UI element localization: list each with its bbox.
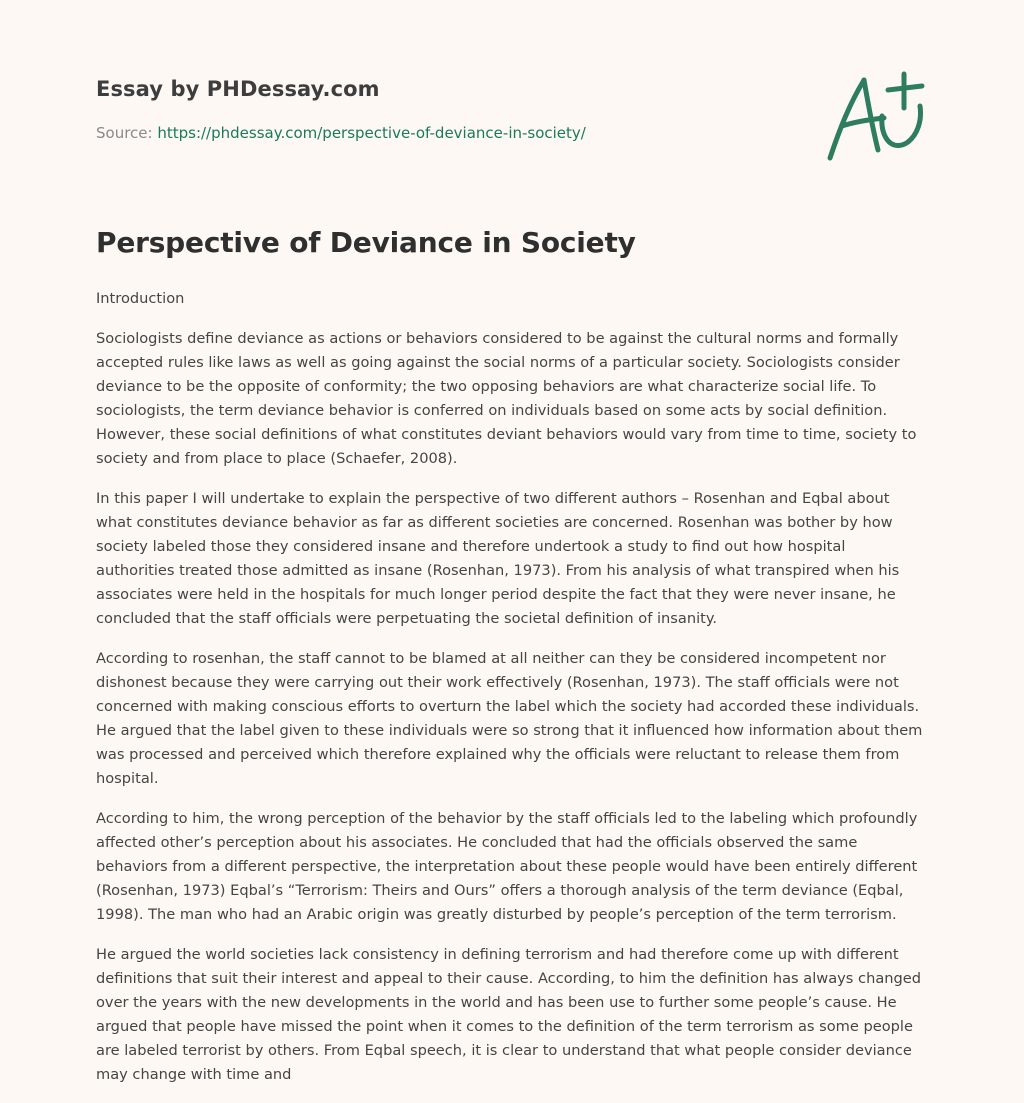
essay-body <box>96 287 926 1103</box>
essay-paragraph: According to rosenhan, the staff cannot to be blamed at all neither can they be considered incompetent nor dishonest because they were carrying out their work effectively (Rosenhan, 1973). The staff officials were not concerned with making conscious efforts to overturn the label which the society had accorded these individuals. He argued that the label given to these individuals were so strong that it influenced how information about them was processed and perceived which therefore explained why the officials were reluctant to release them from hospital. <box>96 650 923 787</box>
source-link[interactable]: https://phdessay.com/perspective-of-deviance-in-society/ <box>157 124 586 142</box>
essay-paragraph: In this paper I will undertake to explain the perspective of two different authors – Rosenhan and Eqbal about what constitutes deviance behavior as far as different societies are concerned. Rosenhan was bother by how society labeled those they considered insane and therefore undertook a study to find out how hospital authorities treated those admitted as insane (Rosenhan, 1973). From his analysis of what transpired when his associates were held in the hospitals for much longer period despite the fact that they were never insane, he concluded that the staff officials were perpetuating the societal definition of insanity. <box>96 490 900 627</box>
a-plus-logo-icon <box>822 68 928 164</box>
essay-paragraph: Introduction <box>96 290 185 307</box>
essay-title: Perspective of Deviance in Society <box>96 226 636 259</box>
brand-title: Essay by PHDessay.com <box>96 77 380 101</box>
source-label: Source: <box>96 124 158 142</box>
source-line <box>96 124 586 142</box>
essay-paragraph: According to him, the wrong perception of the behavior by the staff officials led to the labeling which profoundly affected other’s perception about his associates. He concluded that had the officials observed the same behaviors from a different perspective, the interpretation about these people would have been entirely different (Rosenhan, 1973) Eqbal’s “Terrorism: Theirs and Ours” offers a thorough analysis of the term deviance (Eqbal, 1998). The man who had an Arabic origin was greatly disturbed by people’s perception of the term terrorism. <box>96 810 918 923</box>
essay-paragraph: He argued the world societies lack consistency in defining terrorism and had therefore come up with different definitions that suit their interest and appeal to their cause. According, to him the definition has always changed over the years with the new developments in the world and has been use to further some people’s cause. He argued that people have missed the point when it comes to the definition of the term terrorism as some people are labeled terrorist by others. From Eqbal speech, it is clear to understand that what people consider deviance may change with time and <box>96 946 922 1083</box>
essay-paragraph: Sociologists define deviance as actions or behaviors considered to be against the cultural norms and formally accepted rules like laws as well as going against the social norms of a particular society. Sociologists consider deviance to be the opposite of conformity; the two opposing behaviors are what characterize social life. To sociologists, the term deviance behavior is conferred on individuals based on some acts by social definition. However, these social definitions of what constitutes deviant behaviors would vary from time to time, society to society and from place to place (Schaefer, 2008). <box>96 330 917 467</box>
